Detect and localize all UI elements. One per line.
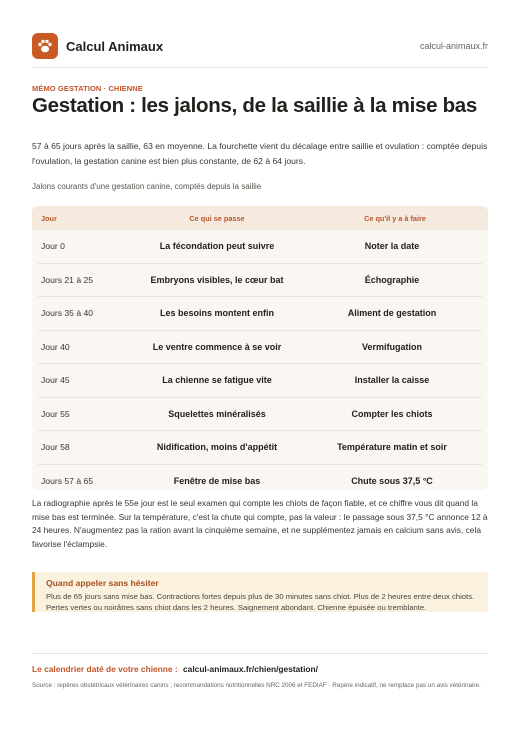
row-action: Échographie	[364, 274, 420, 285]
row-event: Embryons visibles, le cœur bat	[150, 274, 284, 285]
source-note: Source : repères obstétricaux vétérinaires canins ; recommandations nutritionnelles NRC 2006 et FEDIAF · Repère indicatif, ne remplace pas un avis vétérinaire.	[32, 682, 481, 689]
header-action: Ce qu'il y a à faire	[364, 213, 426, 223]
page-title: Gestation : les jalons, de la saillie à la mise bas	[32, 94, 478, 117]
row-day: Jour 58	[41, 442, 70, 453]
row-event: Nidification, moins d'appétit	[156, 442, 278, 453]
notes-paragraph: La radiographie après le 55e jour est le seul examen qui compte les chiots de façon fiable, et ce chiffre vous dit quand la mise bas est terminée. Sur la température, c'est la chute qui compte, pas la valeur : le passage sous 37,5 °C annonce 12 à 24 heures. N'augmentez pas la ration avant la cinquième semaine, et ne supplémentez jamais en calcium sans avis, cela favorise l'éclampsie.	[32, 498, 488, 549]
table-row	[38, 297, 482, 331]
table-row	[38, 431, 482, 465]
table-row	[38, 230, 482, 264]
callout-title: Quand appeler sans hésiter	[46, 578, 159, 588]
row-action: Température matin et soir	[337, 442, 447, 453]
row-action: Vermifugation	[361, 341, 422, 352]
row-action: Aliment de gestation	[347, 308, 437, 319]
callout-text: Plus de 65 jours sans mise bas. Contractions fortes depuis plus de 30 minutes sans chiot. Plus de 2 heures entre deux chiots. Pertes vertes ou noirâtres sans chiot dans les 2 heures. Saignement abondant. Chienne épuisée ou tremblante.	[46, 592, 475, 612]
row-day: Jours 35 à 40	[41, 308, 94, 319]
site-url[interactable]: calcul-animaux.fr	[419, 41, 488, 51]
row-event: La fécondation peut suivre	[159, 241, 275, 252]
row-action: Installer la caisse	[354, 375, 430, 386]
warning-callout	[32, 572, 488, 612]
header-day: Jour	[41, 213, 57, 223]
calendar-link[interactable]: calcul-animaux.fr/chien/gestation/	[183, 664, 318, 674]
row-event: La chienne se fatigue vite	[162, 375, 272, 386]
row-event: Le ventre commence à se voir	[152, 341, 282, 352]
row-event: Les besoins montent enfin	[159, 308, 274, 319]
table-header	[32, 206, 488, 230]
row-day: Jours 21 à 25	[41, 274, 94, 285]
row-action: Chute sous 37,5 °C	[351, 475, 433, 486]
intro-paragraph: 57 à 65 jours après la saillie, 63 en moyenne. La fourchette vient du décalage entre saillie et ovulation : comptée depuis l'ovulation, la gestation canine est bien plus constante, de 62 à 64 jours.	[32, 141, 488, 166]
eyebrow-label: MÉMO GESTATION · CHIENNE	[32, 84, 143, 93]
header-event: Ce qui se passe	[189, 213, 245, 223]
row-day: Jour 55	[41, 408, 70, 419]
brand-name[interactable]: Calcul Animaux	[66, 38, 164, 54]
footer-cta	[32, 664, 318, 674]
milestones-table	[32, 206, 488, 490]
footer-label: Le calendrier daté de votre chienne :	[32, 664, 178, 674]
paw-icon[interactable]	[32, 33, 58, 59]
table-row	[38, 398, 482, 432]
table-row	[38, 364, 482, 398]
page	[32, 0, 488, 736]
table-row	[38, 465, 482, 491]
row-action: Noter la date	[364, 241, 420, 252]
table-row	[38, 331, 482, 365]
row-day: Jour 40	[41, 341, 70, 352]
row-day: Jour 45	[41, 375, 70, 386]
table-row	[38, 264, 482, 298]
row-event: Squelettes minéralisés	[168, 408, 266, 419]
table-caption: Jalons courants d'une gestation canine, comptés depuis la saillie	[32, 182, 262, 191]
row-day: Jour 0	[41, 241, 65, 252]
footer-divider	[32, 653, 488, 654]
row-event: Fenêtre de mise bas	[173, 475, 261, 486]
row-day: Jours 57 à 65	[41, 475, 94, 486]
site-header	[32, 30, 488, 62]
row-action: Compter les chiots	[351, 408, 433, 419]
header-divider	[32, 67, 488, 68]
